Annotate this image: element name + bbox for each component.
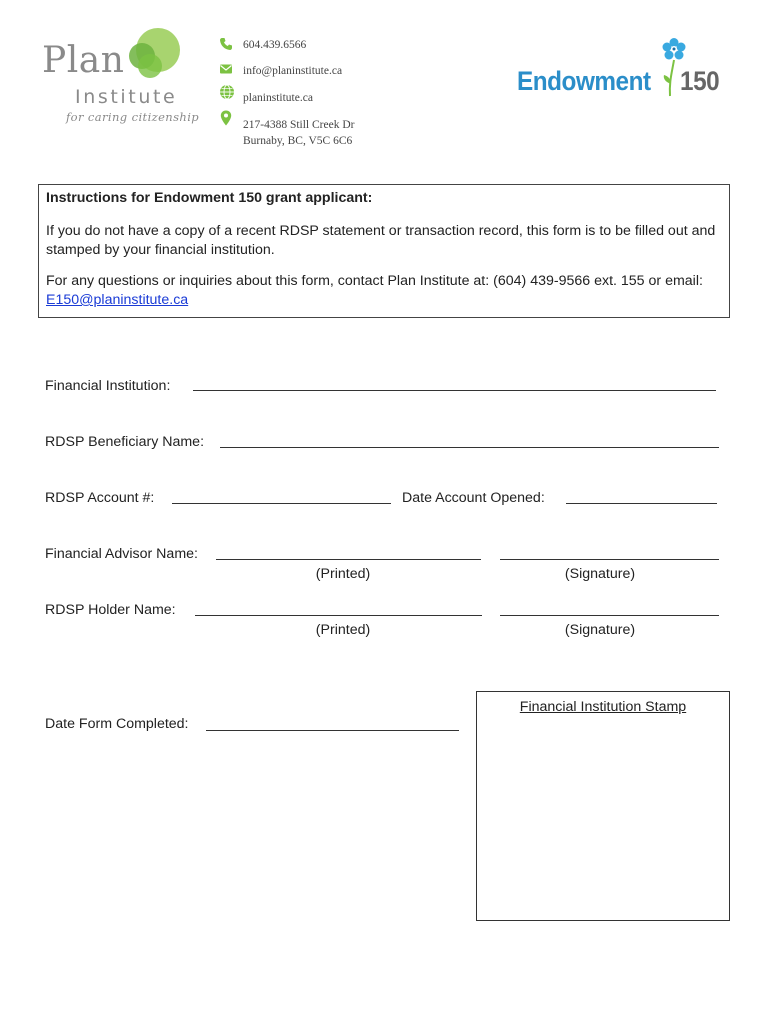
endowment-logo-number: 150 [680, 66, 720, 96]
instructions-contact-text: For any questions or inquiries about this form, contact Plan Institute at: (604) 439-9566 ext. 155 or email: [46, 273, 703, 289]
location-pin-icon [220, 110, 232, 126]
instructions-title: Instructions for Endowment 150 grant applicant: [46, 190, 373, 206]
beneficiary-name-field[interactable] [220, 447, 719, 448]
contact-address-line1: 217-4388 Still Creek Dr [243, 119, 355, 131]
date-completed-field[interactable] [206, 730, 459, 731]
stamp-label: Financial Institution Stamp [519, 699, 687, 715]
contact-email-link[interactable]: E150@planinstitute.ca [46, 292, 189, 308]
logo-tagline: for caring citizenship [66, 110, 200, 124]
date-opened-field[interactable] [566, 503, 717, 504]
advisor-name-label: Financial Advisor Name: [45, 546, 198, 562]
advisor-name-field[interactable] [216, 559, 481, 560]
beneficiary-name-label: RDSP Beneficiary Name: [45, 434, 205, 450]
stamp-box [476, 691, 730, 921]
holder-signature-field[interactable] [500, 615, 719, 616]
logo-name-institute: Institute [75, 86, 178, 108]
contact-website[interactable]: planinstitute.ca [243, 92, 313, 104]
advisor-signature-hint: (Signature) [564, 566, 636, 582]
date-opened-label: Date Account Opened: [402, 490, 545, 506]
date-completed-label: Date Form Completed: [45, 716, 189, 732]
email-icon [219, 62, 233, 76]
holder-printed-hint: (Printed) [315, 622, 371, 638]
financial-institution-field[interactable] [193, 390, 716, 391]
financial-institution-label: Financial Institution: [45, 378, 171, 394]
contact-phone: 604.439.6566 [243, 39, 307, 51]
holder-signature-hint: (Signature) [564, 622, 636, 638]
contact-email[interactable]: info@planinstitute.ca [243, 65, 343, 77]
endowment-logo-word: Endowment [517, 66, 651, 96]
instructions-box [38, 184, 730, 318]
advisor-signature-field[interactable] [500, 559, 719, 560]
instructions-paragraph-2 [46, 272, 722, 310]
globe-icon [219, 84, 235, 100]
holder-name-label: RDSP Holder Name: [45, 602, 176, 618]
account-number-label: RDSP Account #: [45, 490, 155, 506]
instructions-paragraph-1: If you do not have a copy of a recent RDSP statement or transaction record, this form is to be filled out and stamped by your financial institution. [46, 223, 716, 258]
advisor-printed-hint: (Printed) [315, 566, 371, 582]
holder-name-field[interactable] [195, 615, 482, 616]
logo-name-plan: Plan [42, 40, 125, 81]
account-number-field[interactable] [172, 503, 391, 504]
logo-circles-graphic [124, 26, 186, 84]
phone-icon [219, 37, 233, 51]
contact-address-line2: Burnaby, BC, V5C 6C6 [243, 135, 353, 147]
